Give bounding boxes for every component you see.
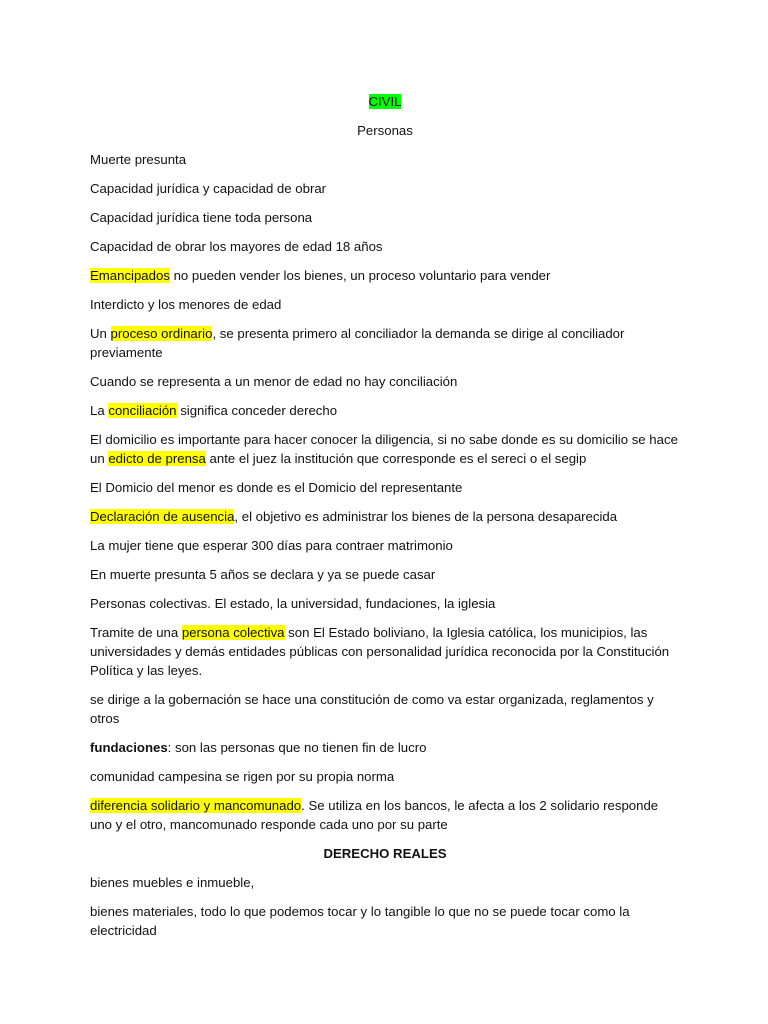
text-run: bienes materiales, todo lo que podemos tocar y lo tangible lo que no se puede tocar como la electricidad: [90, 904, 630, 938]
paragraph: [90, 767, 680, 786]
paragraph: [90, 372, 680, 391]
text-run: La mujer tiene que esperar 300 días para contraer matrimonio: [90, 538, 453, 553]
highlighted-term: Emancipados: [90, 268, 170, 283]
paragraph: [90, 295, 680, 314]
paragraph: [90, 179, 680, 198]
paragraph: [90, 594, 680, 613]
paragraph: [90, 623, 680, 680]
paragraph: [90, 873, 680, 892]
highlighted-term: proceso ordinario: [110, 326, 213, 341]
text-run: son El Estado boliviano, la Iglesia católica, los municipios, las universidades y demás entidades públicas con personalidad jurídica reconocida por la Constitución Política y las leyes.: [90, 625, 670, 678]
text-run: Interdicto y los menores de edad: [90, 297, 282, 312]
document-body: [90, 92, 680, 950]
text-run: comunidad campesina se rigen por su propia norma: [90, 769, 395, 784]
text-run: Capacidad de obrar los mayores de edad 18 años: [90, 239, 383, 254]
highlighted-term: edicto de prensa: [108, 451, 206, 466]
text-run: , el objetivo es administrar los bienes de la persona desaparecida: [234, 509, 618, 524]
text-run: Capacidad jurídica y capacidad de obrar: [90, 181, 327, 196]
text-run: Capacidad jurídica tiene toda persona: [90, 210, 313, 225]
paragraph: [90, 565, 680, 584]
text-run: Personas colectivas. El estado, la universidad, fundaciones, la iglesia: [90, 596, 496, 611]
text-run: Cuando se representa a un menor de edad no hay conciliación: [90, 374, 458, 389]
text-run: Tramite de una: [90, 625, 182, 640]
paragraph: [90, 401, 680, 420]
document-title: CIVIL: [368, 94, 402, 109]
text-run: bienes muebles e inmueble,: [90, 875, 255, 890]
text-run: En muerte presunta 5 años se declara y ya se puede casar: [90, 567, 436, 582]
text-run: La: [90, 403, 109, 418]
text-run: , se presenta primero al conciliador la demanda se dirige al conciliador previamente: [90, 326, 625, 360]
paragraph: [90, 507, 680, 526]
paragraph: [90, 690, 680, 728]
paragraph: [90, 536, 680, 555]
paragraph: [90, 430, 680, 468]
section-heading: [90, 844, 680, 863]
paragraph: [90, 738, 680, 757]
paragraph: [90, 324, 680, 362]
text-run: se dirige a la gobernación se hace una constitución de como va estar organizada, reglamentos y otros: [90, 692, 654, 726]
highlighted-term: Declaración de ausencia: [90, 509, 235, 524]
text-run: . Se utiliza en los bancos, le afecta a los 2 solidario responde uno y el otro, mancomunado responde cada uno por su parte: [90, 798, 659, 832]
paragraph: [90, 237, 680, 256]
text-run: El domicilio es importante para hacer conocer la diligencia, si no sabe donde es su domicilio se hace un: [90, 432, 678, 466]
paragraph: [90, 266, 680, 285]
paragraph-list: [90, 150, 680, 940]
text-run: Muerte presunta: [90, 152, 187, 167]
paragraph: [90, 208, 680, 227]
highlighted-term: diferencia solidario y mancomunado: [90, 798, 302, 813]
text-run: no pueden vender los bienes, un proceso voluntario para vender: [169, 268, 551, 283]
section-heading-text: DERECHO REALES: [323, 846, 447, 861]
paragraph: [90, 150, 680, 169]
text-run: El Domicio del menor es donde es el Domicio del representante: [90, 480, 463, 495]
highlighted-term: conciliación: [108, 403, 177, 418]
paragraph: [90, 902, 680, 940]
paragraph: [90, 796, 680, 834]
document-title-line: [90, 92, 680, 111]
document-subtitle: Personas: [357, 123, 413, 138]
text-run: : son las personas que no tienen fin de lucro: [167, 740, 427, 755]
text-run: ante el juez la institución que corresponde es el sereci o el segip: [205, 451, 587, 466]
paragraph: [90, 478, 680, 497]
text-run: Un: [90, 326, 111, 341]
highlighted-term: persona colectiva: [181, 625, 285, 640]
bold-term: fundaciones: [90, 740, 168, 755]
text-run: significa conceder derecho: [176, 403, 338, 418]
